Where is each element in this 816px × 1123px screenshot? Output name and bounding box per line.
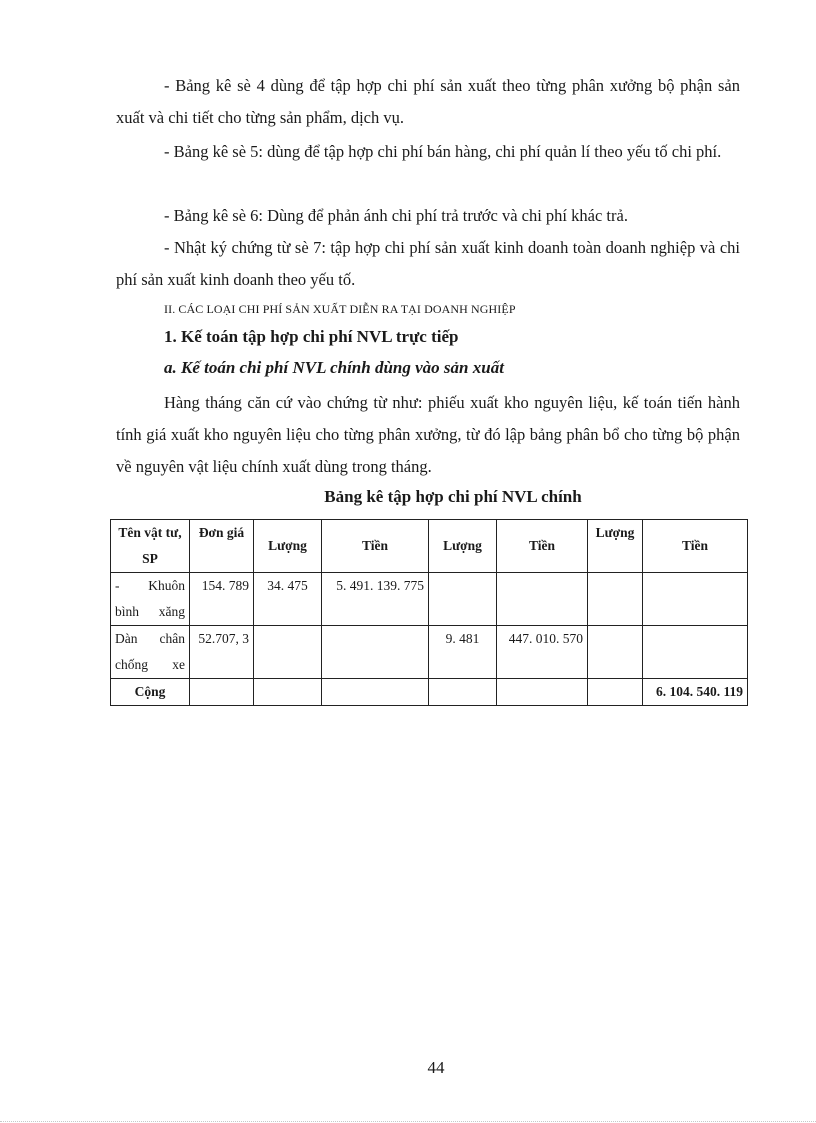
cell-amount-1	[322, 626, 429, 679]
section-heading: II. CÁC LOẠI CHI PHÍ SẢN XUẤT DIỄN RA TẠI DOANH NGHIỆP	[164, 302, 516, 316]
cost-table	[110, 519, 748, 706]
empty-cell	[322, 679, 429, 706]
cell-price: 52.707, 3	[190, 626, 254, 679]
header-qty-3: Lượng	[588, 520, 643, 573]
header-qty-2: Lượng	[429, 520, 497, 573]
heading-2: a. Kế toán chi phí NVL chính dùng vào sản xuất	[164, 358, 504, 377]
cell-qty-2	[429, 573, 497, 626]
cell-name: - Khuôn bình xăng	[111, 573, 190, 626]
page-bottom-divider	[0, 1121, 816, 1122]
cell-qty-3	[588, 573, 643, 626]
paragraph-bang-ke-5: - Bảng kê sè 5: dùng để tập hợp chi phí bán hàng, chi phí quản lí theo yếu tố chi phí.	[164, 142, 722, 161]
cell-qty-2: 9. 481	[429, 626, 497, 679]
table-row	[111, 626, 748, 679]
header-amount-3: Tiền	[643, 520, 748, 573]
cell-price: 154. 789	[190, 573, 254, 626]
table-row	[111, 573, 748, 626]
table-caption: Bảng kê tập hợp chi phí NVL chính	[324, 487, 582, 506]
table-header-row	[111, 520, 748, 573]
cell-amount-2: 447. 010. 570	[497, 626, 588, 679]
empty-cell	[254, 679, 322, 706]
paragraph-bang-ke-4: - Bảng kê sè 4 dùng để tập hợp chi phí sản xuất theo từng phân xưởng bộ phận sản xuất và chi tiết cho từng sản phẩm, dịch vụ.	[116, 76, 740, 127]
header-qty-1: Lượng	[254, 520, 322, 573]
cell-qty-3	[588, 626, 643, 679]
page-number: 44	[427, 1058, 445, 1077]
empty-cell	[588, 679, 643, 706]
cell-amount-2	[497, 573, 588, 626]
cell-qty-1	[254, 626, 322, 679]
total-amount: 6. 104. 540. 119	[643, 679, 748, 706]
cell-amount-3	[643, 573, 748, 626]
header-price: Đơn giá	[190, 520, 254, 573]
paragraph-bang-ke-6: - Bảng kê sè 6: Dùng để phản ánh chi phí trả trước và chi phí khác trả.	[164, 206, 628, 225]
table-total-row	[111, 679, 748, 706]
paragraph-hang-thang: Hàng tháng căn cứ vào chứng từ như: phiếu xuất kho nguyên liệu, kế toán tiến hành tính giá xuất kho nguyên liệu cho từng phân xưởng, từ đó lập bảng phân bổ cho từng bộ phận về nguyên vật liệu chính xuất dùng trong tháng.	[116, 393, 740, 476]
heading-1: 1. Kế toán tập hợp chi phí NVL trực tiếp	[164, 327, 459, 346]
cell-qty-1: 34. 475	[254, 573, 322, 626]
empty-cell	[497, 679, 588, 706]
header-amount-2: Tiền	[497, 520, 588, 573]
paragraph-nhat-ky-7: - Nhật ký chứng từ sè 7: tập hợp chi phí sản xuất kinh doanh toàn doanh nghiệp và chi phí sản xuất kinh doanh theo yếu tố.	[116, 238, 740, 289]
total-label: Cộng	[111, 679, 190, 706]
empty-cell	[429, 679, 497, 706]
header-name: Tên vật tư, SP	[111, 520, 190, 573]
header-amount-1: Tiền	[322, 520, 429, 573]
cell-amount-3	[643, 626, 748, 679]
cell-amount-1: 5. 491. 139. 775	[322, 573, 429, 626]
cell-name: Dàn chân chống xe	[111, 626, 190, 679]
empty-cell	[190, 679, 254, 706]
